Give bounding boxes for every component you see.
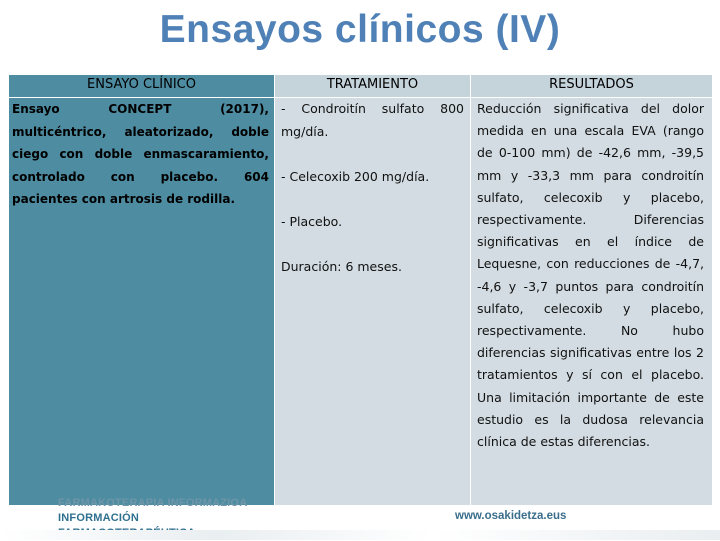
footer-logo-line-basque: FARMAKOTERAPIA INFORMAZIOA	[58, 497, 248, 509]
footer-logo-line-spanish: INFORMACIÓN	[58, 512, 140, 524]
table-header-row	[9, 75, 713, 98]
results-cell: Reducción significativa del dolor medida en una escala EVA (rango de 0-100 mm) de -42,6 mm, -39,5 mm y -33,3 mm para condroitín sulfato, celecoxib y placebo, respectivamente. Diferencias significativas en el índice de Lequesne, con reducciones de -4,7, -4,6 y -3,7 puntos para condroitín sulfato, celecoxib y placebo, respectivamente. No hubo diferencias significativas entre los 2 tratamientos y sí con el placebo. Una limitación importante de este estudio es la dudosa relevancia clínica de estas diferencias.	[471, 98, 713, 506]
clinical-trial-table	[8, 74, 713, 506]
treatment-cell	[275, 98, 471, 506]
treatment-item-chondroitin: - Condroitín sulfato 800 mg/día.	[281, 101, 464, 139]
table-row	[9, 98, 713, 506]
treatment-item-celecoxib: - Celecoxib 200 mg/día.	[281, 168, 430, 184]
header-results: RESULTADOS	[471, 75, 713, 98]
footer-url: www.osakidetza.eus	[455, 510, 567, 522]
header-trial: ENSAYO CLÍNICO	[9, 75, 275, 98]
treatment-duration: Duración: 6 meses.	[281, 258, 402, 274]
trial-description: Ensayo CONCEPT (2017), multicéntrico, aleatorizado, doble ciego con doble enmascaramiento, controlado con placebo. 604 pacientes con artrosis de rodilla.	[9, 98, 275, 506]
treatment-item-placebo: - Placebo.	[281, 213, 343, 229]
header-treatment: TRATAMIENTO	[275, 75, 471, 98]
footer-decorative-bar	[0, 530, 720, 540]
slide-title: Ensayos clínicos (IV)	[159, 8, 561, 51]
